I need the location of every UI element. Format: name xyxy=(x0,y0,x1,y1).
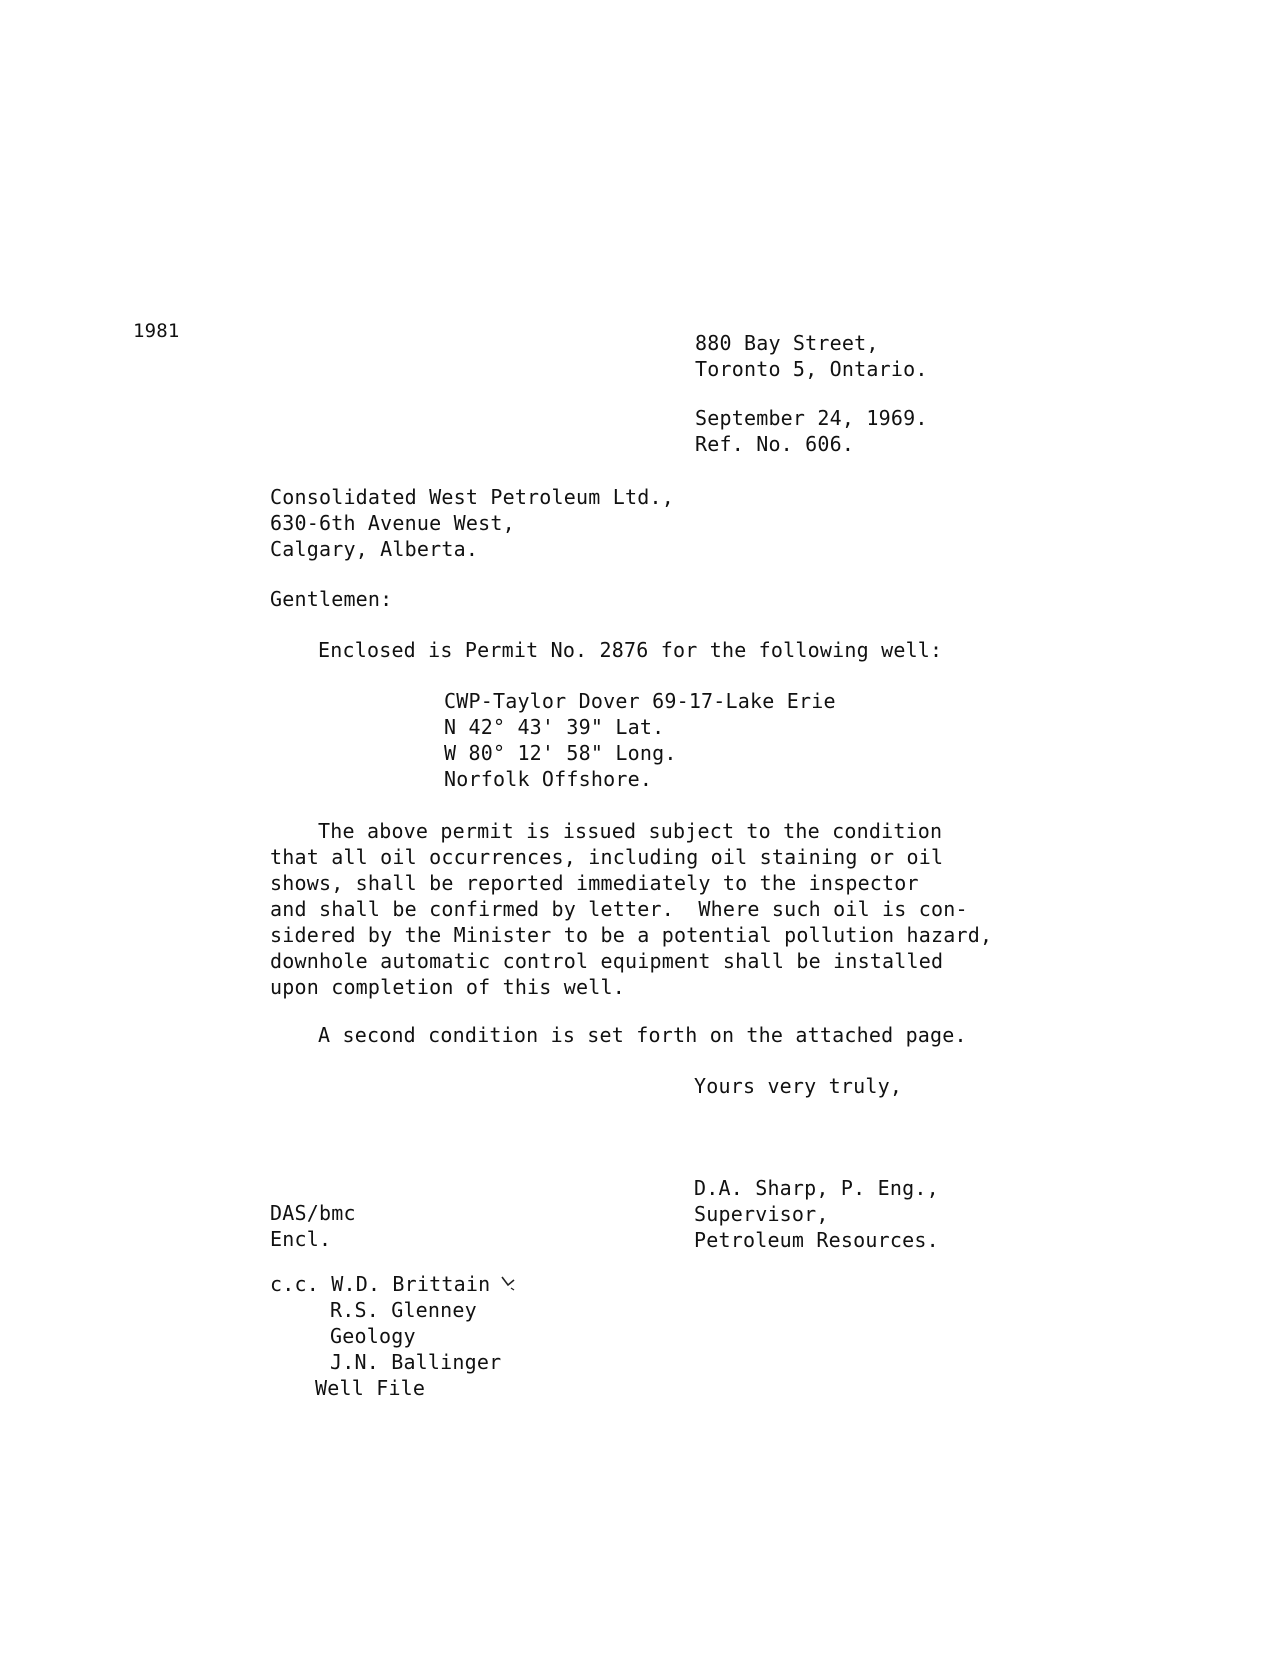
recipient-line: 630-6th Avenue West, xyxy=(270,511,515,535)
well-latitude: N 42° 43' 39" Lat. xyxy=(444,715,665,739)
enclosure-note: Encl. xyxy=(270,1227,332,1251)
letter-date: September 24, 1969. xyxy=(695,406,928,430)
body-paragraph xyxy=(270,818,992,1000)
body-line: The above permit is issued subject to the condition xyxy=(318,819,943,843)
checkmark-icon xyxy=(500,1275,516,1293)
initials: DAS/bmc xyxy=(270,1201,356,1225)
body-line: upon completion of this well. xyxy=(270,975,625,999)
recipient-line: Calgary, Alberta. xyxy=(270,537,479,561)
recipient-address xyxy=(270,484,674,562)
cc-recipient: W.D. Brittain xyxy=(331,1272,491,1296)
document-number: 1981 xyxy=(133,320,180,342)
cc-list xyxy=(270,1271,501,1401)
cc-recipient: J.N. Ballinger xyxy=(330,1350,502,1374)
cc-first-line xyxy=(270,1271,501,1297)
typist-initials xyxy=(270,1200,356,1252)
signer-name: D.A. Sharp, P. Eng., xyxy=(694,1176,939,1200)
sender-address xyxy=(695,330,928,382)
body-line: that all oil occurrences, including oil staining or oil xyxy=(270,845,944,869)
well-details xyxy=(444,688,836,792)
cc-recipient: R.S. Glenney xyxy=(330,1298,477,1322)
well-longitude: W 80° 12' 58" Long. xyxy=(444,741,677,765)
signer-title: Supervisor, xyxy=(694,1202,829,1226)
cc-recipient: Well File xyxy=(315,1376,426,1400)
second-condition: A second condition is set forth on the attached page. xyxy=(318,1023,967,1047)
date-reference xyxy=(695,405,928,457)
body-line: shows, shall be reported immediately to the inspector xyxy=(270,871,919,895)
cc-prefix: c.c. xyxy=(270,1272,332,1296)
well-name: CWP-Taylor Dover 69-17-Lake Erie xyxy=(444,689,836,713)
sender-address-line: Toronto 5, Ontario. xyxy=(695,357,928,381)
closing: Yours very truly, xyxy=(694,1074,903,1098)
well-location: Norfolk Offshore. xyxy=(444,767,653,791)
signature-block xyxy=(694,1175,939,1253)
cc-recipient: Geology xyxy=(330,1324,416,1348)
body-line: sidered by the Minister to be a potential pollution hazard, xyxy=(270,923,993,947)
reference-number: Ref. No. 606. xyxy=(695,432,855,456)
body-line: downhole automatic control equipment shall be installed xyxy=(270,949,944,973)
sender-address-line: 880 Bay Street, xyxy=(695,331,879,355)
salutation: Gentlemen: xyxy=(270,587,393,611)
body-line: and shall be confirmed by letter. Where such oil is con- xyxy=(270,897,968,921)
signer-department: Petroleum Resources. xyxy=(694,1228,939,1252)
intro-sentence: Enclosed is Permit No. 2876 for the following well: xyxy=(318,638,943,662)
recipient-line: Consolidated West Petroleum Ltd., xyxy=(270,485,674,509)
